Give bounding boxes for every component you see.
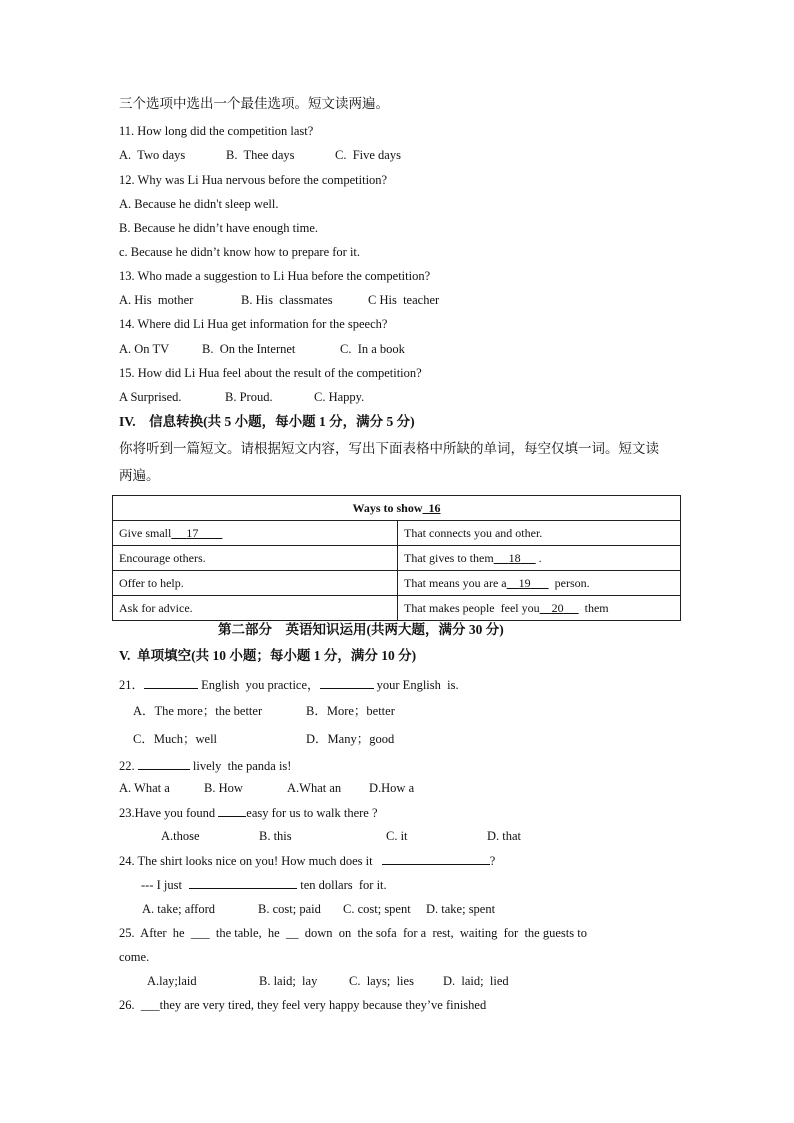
table-cell-left — [113, 546, 398, 571]
question-13: 13. Who made a suggestion to Li Hua before the competition? — [119, 269, 431, 283]
cell-text: That means you are a — [404, 575, 507, 590]
table-cell-right — [398, 571, 681, 596]
cell-suffix: . — [535, 550, 542, 565]
cell-text: Give small — [119, 525, 172, 540]
table-cell-right — [398, 596, 681, 621]
cell-text: Offer to help. — [119, 575, 184, 590]
q12-option-b: B. Because he didn’t have enough time. — [119, 221, 319, 235]
q23-option-d: D. that — [487, 829, 522, 843]
q24-reply — [141, 876, 387, 893]
q23-text-end: easy for us to walk there ? — [246, 806, 378, 820]
q21-option-c: C．Much；well — [133, 732, 218, 746]
q21-option-d: D．Many；good — [306, 732, 395, 746]
q13-option-a: A. His mother — [119, 293, 194, 307]
q13-option-b: B. His classmates — [241, 293, 333, 307]
info-table — [112, 495, 681, 621]
question-25-cont: come. — [119, 950, 150, 964]
q13-option-c: C His teacher — [368, 293, 440, 307]
q24-option-b: B. cost; paid — [258, 902, 321, 916]
question-12: 12. Why was Li Hua nervous before the competition? — [119, 173, 388, 187]
table-row — [113, 571, 681, 596]
section-4-instruction-cont: 两遍。 — [119, 468, 160, 483]
section-4-title: IV. 信息转换(共 5 小题，每小题 1 分，满分 5 分) — [119, 414, 415, 429]
q15-option-a: A Surprised. — [119, 390, 182, 404]
header-text: Ways to show — [352, 500, 423, 515]
q14-option-b: B. On the Internet — [202, 342, 296, 356]
question-14: 14. Where did Li Hua get information for the speech? — [119, 317, 388, 331]
question-26: 26. ___they are very tired, they feel very happy because they’ve finished — [119, 998, 487, 1012]
q24-text-end: ? — [489, 854, 496, 868]
table-cell-left — [113, 571, 398, 596]
q21-option-b: B．More；better — [306, 704, 395, 718]
q24-reply-text: --- I just — [141, 878, 186, 892]
q22-text: lively the panda is! — [189, 759, 292, 773]
answer-blank — [144, 676, 198, 689]
blank-16 — [423, 501, 441, 515]
blank-17-number: 17 — [186, 525, 199, 540]
q12-option-a: A. Because he didn't sleep well. — [119, 197, 279, 211]
instruction-text: 三个选项中选出一个最佳选项。短文读两遍。 — [119, 96, 389, 111]
q24-option-d: D. take; spent — [426, 902, 496, 916]
table-row — [113, 521, 681, 546]
answer-blank — [189, 876, 297, 889]
q21-number: 21． — [119, 678, 145, 692]
table-row — [113, 546, 681, 571]
q24-option-a: A. take; afford — [142, 902, 216, 916]
q21-option-a: A．The more；the better — [133, 704, 263, 718]
question-25: 25. After he ___ the table, he __ down on the sofa for a rest, waiting for the guests to — [119, 926, 587, 940]
answer-blank — [218, 804, 246, 817]
q23-option-a: A.those — [161, 829, 200, 843]
answer-blank — [138, 757, 190, 770]
q23-text: 23.Have you found — [119, 806, 219, 820]
blank-19-number: 19 — [518, 575, 531, 590]
q22-option-c: A.What an — [287, 781, 342, 795]
table-cell-left — [113, 596, 398, 621]
blank-18-number: 18 — [508, 550, 521, 565]
cell-text: That gives to them — [404, 550, 494, 565]
q14-option-a: A. On TV — [119, 342, 170, 356]
q21-text: English you practice， — [198, 678, 320, 692]
part-2-title: 第二部分 英语知识运用(共两大题，满分 30 分) — [218, 622, 504, 637]
table-cell-left — [113, 521, 398, 546]
question-21 — [119, 676, 459, 693]
question-24 — [119, 852, 495, 869]
answer-blank — [382, 852, 490, 865]
table-row — [113, 596, 681, 621]
q23-option-b: B. this — [259, 829, 292, 843]
q11-option-b: B. Thee days — [226, 148, 295, 162]
table-cell-right — [398, 546, 681, 571]
blank-19 — [507, 576, 549, 590]
cell-suffix: person. — [548, 575, 590, 590]
question-15: 15. How did Li Hua feel about the result of the competition? — [119, 366, 422, 380]
section-4-instruction: 你将听到一篇短文。请根据短文内容，写出下面表格中所缺的单词，每空仅填一词。短文读 — [119, 441, 659, 456]
q24-option-c: C. cost; spent — [343, 902, 411, 916]
q15-option-b: B. Proud. — [225, 390, 273, 404]
q22-option-b: B. How — [204, 781, 243, 795]
q22-option-d: D.How a — [369, 781, 415, 795]
table-header — [113, 496, 681, 521]
question-23 — [119, 804, 378, 821]
q21-text-end: your English is. — [373, 678, 459, 692]
table-cell-right — [398, 521, 681, 546]
q12-option-c: c. Because he didn’t know how to prepare for it. — [119, 245, 361, 259]
blank-20-number: 20 — [551, 600, 564, 615]
q11-option-a: A. Two days — [119, 148, 186, 162]
q22-option-a: A. What a — [119, 781, 170, 795]
blank-18 — [494, 551, 536, 565]
question-11: 11. How long did the competition last? — [119, 124, 314, 138]
q25-option-a: A.lay;laid — [147, 974, 197, 988]
q15-option-c: C. Happy. — [314, 390, 365, 404]
cell-suffix: them — [578, 600, 609, 615]
q14-option-c: C. In a book — [340, 342, 405, 356]
answer-blank — [320, 676, 374, 689]
cell-text: Ask for advice. — [119, 600, 193, 615]
cell-text: Encourage others. — [119, 550, 206, 565]
q11-option-c: C. Five days — [335, 148, 401, 162]
q25-option-c: C. lays; lies — [349, 974, 414, 988]
q25-option-d: D. laid; lied — [443, 974, 509, 988]
blank-16-number: 16 — [428, 500, 441, 515]
question-22 — [119, 757, 291, 774]
table-header-row — [113, 496, 681, 521]
cell-text: That makes people feel you — [404, 600, 540, 615]
q22-number: 22. — [119, 759, 138, 773]
blank-17 — [171, 526, 222, 540]
blank-20 — [540, 601, 579, 615]
q24-reply-end: ten dollars for it. — [297, 878, 387, 892]
section-5-title: V. 单项填空(共 10 小题；每小题 1 分，满分 10 分) — [119, 648, 417, 663]
q24-text: 24. The shirt looks nice on you! How much does it — [119, 854, 376, 868]
q25-option-b: B. laid; lay — [259, 974, 318, 988]
cell-text: That connects you and other. — [404, 525, 543, 540]
q23-option-c: C. it — [386, 829, 408, 843]
